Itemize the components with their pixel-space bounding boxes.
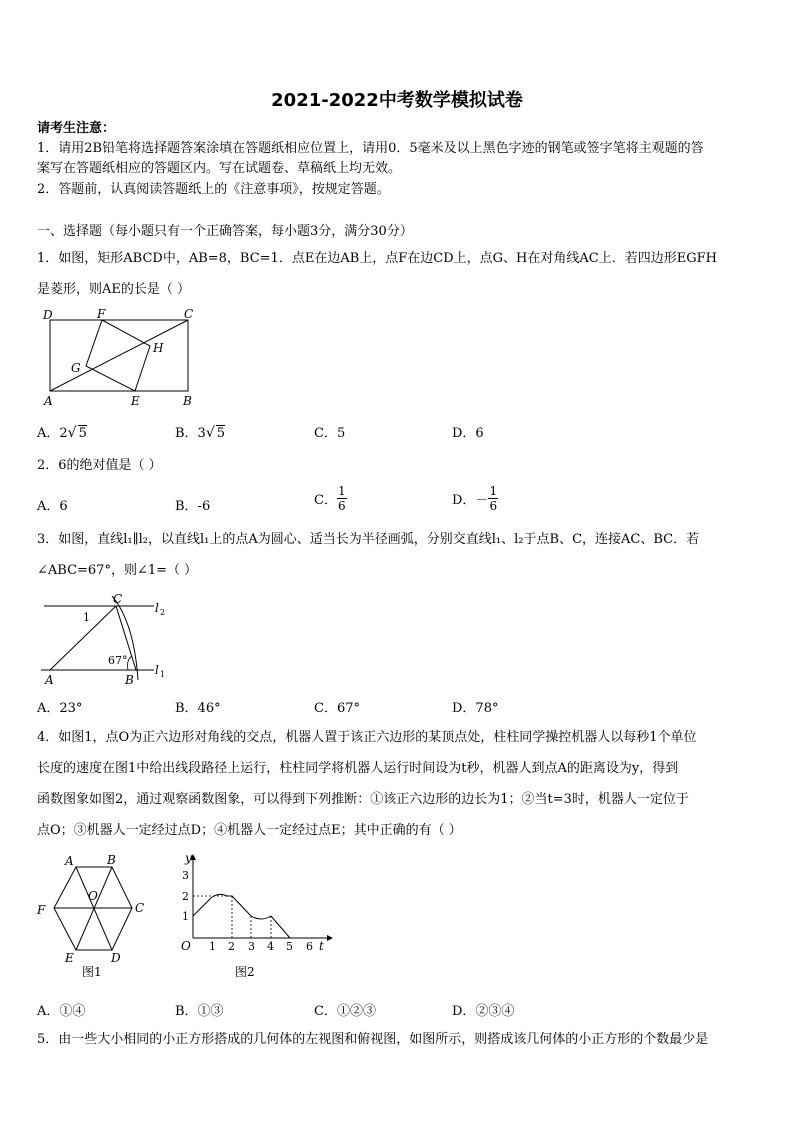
q3-figure-parallel-lines [36, 588, 171, 688]
q4-fig2-ytick-1: 1 [182, 910, 189, 923]
q3-label-b: B [125, 673, 134, 687]
q4-fig2-xtick-4: 4 [267, 940, 274, 953]
notice-line-1a: 1．请用2B铅笔将选择题答案涂填在答题纸相应位置上，请用0．5毫米及以上黑色字迹的钢笔或签字笔将主观题的答 [37, 141, 704, 156]
q3-label-a: A [45, 673, 54, 687]
q4-fig2-xtick-3: 3 [248, 940, 255, 953]
q1-option-a[interactable]: A．2√ 5 [37, 425, 87, 441]
q4-fig2-xtick-2: 2 [228, 940, 235, 953]
q1-figure-rectangle [38, 304, 203, 410]
q1-option-b[interactable]: B．3√ 5 [175, 425, 226, 441]
q3-option-a[interactable]: A．23° [37, 701, 83, 716]
q4-line-1: 4．如图1，点O为正六边形对角线的交点，机器人置于该正六边形的某顶点处，柱柱同学操控机器人以每秒1个单位 [37, 730, 697, 745]
q4-fig1-label-o: O [88, 889, 98, 903]
q1-label-d: D [43, 308, 53, 322]
q4-fig2-xtick-6: 6 [306, 940, 313, 953]
q1-option-d[interactable]: D．6 [452, 426, 484, 441]
q4-option-b[interactable]: B．①③ [175, 1004, 224, 1019]
q1-label-g: G [71, 361, 81, 375]
q4-fig1-label-c: C [135, 901, 145, 915]
q1-label-a: A [44, 394, 53, 408]
q1-label-f: F [97, 307, 106, 321]
q5-line-1: 5．由一些大小相同的小正方形搭成的几何体的左视图和俯视图，如图所示，则搭成该几何体的小正方形的个数最少是 [37, 1032, 709, 1047]
q1-label-b: B [183, 394, 192, 408]
q3-label-l1-sub: 1 [160, 670, 166, 679]
q1-line-1: 1．如图，矩形ABCD中，AB=8，BC=1．点E在边AB上，点F在边CD上，点G、H在对角线AC上．若四边形EGFH [37, 251, 717, 266]
q4-option-c[interactable]: C．①②③ [314, 1004, 376, 1019]
q4-line-4: 点O；③机器人一定经过点D；④机器人一定经过点E；其中正确的有（ ） [37, 823, 462, 838]
q3-option-c[interactable]: C．67° [314, 701, 360, 716]
q1-line-2: 是菱形，则AE的长是（ ） [37, 282, 191, 297]
q3-label-angle-1: 1 [83, 611, 90, 624]
q2-text: 2．6的绝对值是（ ） [37, 458, 162, 473]
notice-line-1b: 案写在答题纸相应的答题区内。写在试题卷、草稿纸上均无效。 [37, 161, 402, 176]
page-title: 2021-2022中考数学模拟试卷 [271, 90, 523, 111]
q4-fig2-ytick-3: 3 [182, 869, 189, 882]
q4-fig1-caption: 图1 [82, 965, 102, 979]
q4-fig2-caption: 图2 [235, 965, 255, 979]
q3-label-l2: l [155, 601, 159, 615]
q4-option-d[interactable]: D．②③④ [452, 1004, 515, 1019]
q3-line-2: ∠ABC=67°，则∠1=（ ） [37, 563, 198, 578]
q4-fig1-label-f: F [37, 903, 46, 917]
q1-label-c: C [184, 307, 194, 321]
q4-fig1-label-a: A [65, 854, 74, 868]
q4-fig1-label-d: D [111, 951, 121, 965]
q1-option-c[interactable]: C．5 [314, 426, 346, 441]
notice-heading: 请考生注意： [37, 121, 116, 136]
q4-fig1-label-b: B [107, 853, 116, 867]
q3-label-l1: l [155, 663, 159, 677]
q1-label-e: E [131, 394, 140, 408]
q2-option-a[interactable]: A．6 [37, 499, 68, 514]
q4-fig2-xtick-1: 1 [209, 940, 216, 953]
q4-figure-1-hexagon [34, 850, 154, 980]
q4-line-2: 长度的速度在图1中给出线段路径上运行，柱柱同学将机器人运行时间设为t秒，机器人到点A的距离设为y，得到 [37, 761, 679, 776]
q1-label-h: H [153, 341, 164, 355]
q3-option-d[interactable]: D．78° [452, 701, 499, 716]
q4-figure-2-graph [175, 850, 335, 980]
q4-fig2-label-o: O [181, 939, 191, 953]
q2-option-d[interactable]: D．－ $\frac{1}{6}$ [452, 484, 498, 513]
q4-line-3: 函数图象如图2，通过观察函数图象，可以得到下列推断：①该正六边形的边长为1；②当t=3时，机器人一定位于 [37, 792, 689, 807]
q3-option-b[interactable]: B．46° [175, 701, 221, 716]
q4-fig1-label-e: E [65, 951, 74, 965]
q3-label-l2-sub: 2 [160, 608, 166, 617]
q4-fig2-label-t: t [319, 939, 324, 953]
q2-option-b[interactable]: B．-6 [175, 499, 211, 514]
q4-fig2-label-y: y [185, 851, 192, 865]
q2-option-c[interactable]: C． $\frac{1}{6}$ [314, 484, 346, 513]
q4-fig2-ytick-2: 2 [182, 890, 189, 903]
q3-line-1: 3．如图，直线l₁∥l₂，以直线l₁上的点A为圆心、适当长为半径画弧，分别交直线l₁、l₂于点B、C，连接AC、BC．若 [37, 532, 700, 547]
q4-option-a[interactable]: A．①④ [37, 1004, 86, 1019]
q4-fig2-xtick-5: 5 [286, 940, 293, 953]
q3-label-angle-67: 67° [108, 654, 128, 667]
notice-line-2: 2．答题前，认真阅读答题纸上的《注意事项》，按规定答题。 [37, 182, 390, 197]
q3-label-c: C [113, 592, 123, 606]
section-heading: 一、选择题（每小题只有一个正确答案，每小题3分，满分30分） [37, 224, 413, 239]
